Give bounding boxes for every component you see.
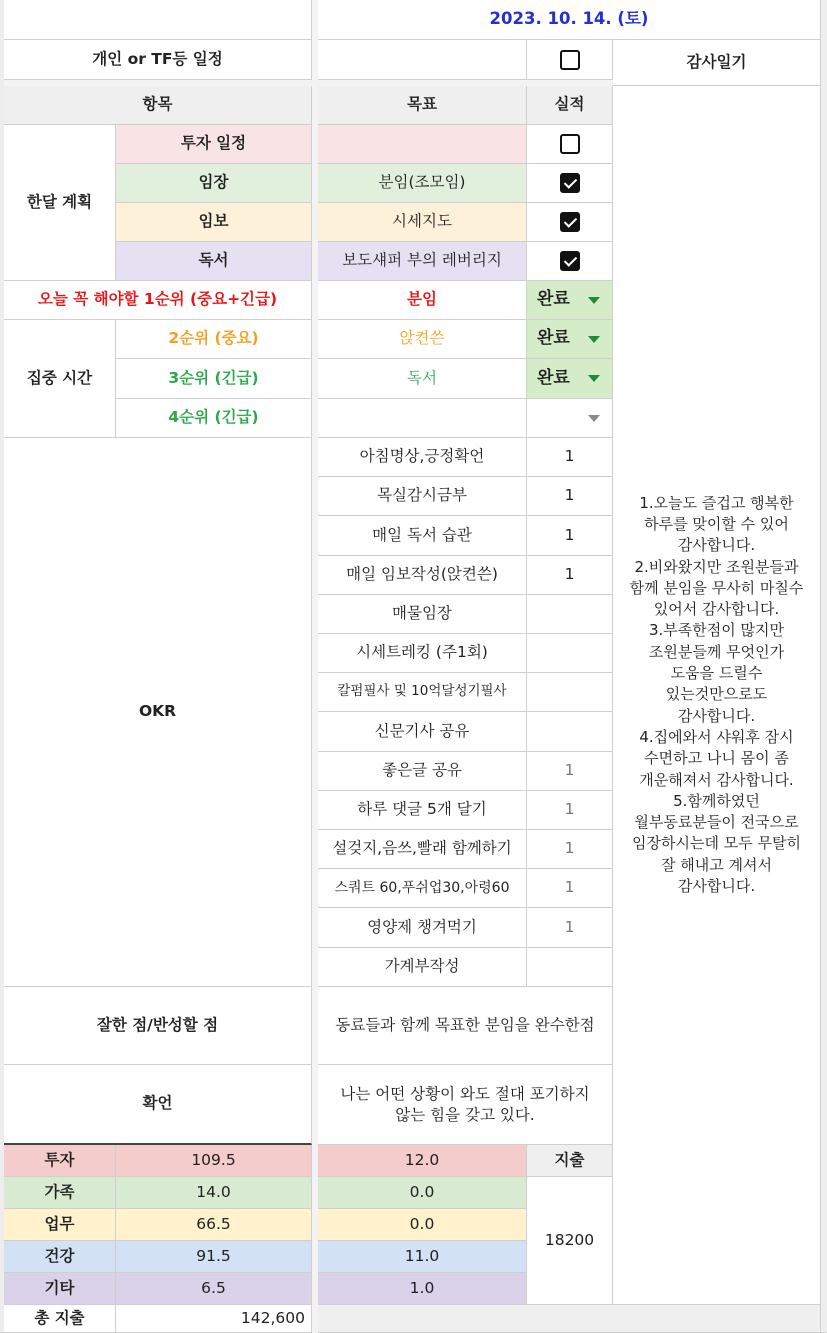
- header-blank: [4, 0, 312, 40]
- okr-value[interactable]: 1: [527, 556, 613, 595]
- monthly-item-check-cell[interactable]: [527, 242, 613, 281]
- summary-today: 11.0: [318, 1241, 527, 1273]
- summary-total: 91.5: [116, 1241, 312, 1273]
- personal-schedule-cell[interactable]: [318, 40, 527, 80]
- okr-goal: 가계부작성: [318, 948, 527, 987]
- col-goal-header: 목표: [318, 86, 527, 125]
- monthly-item-name: 임보: [116, 203, 312, 242]
- okr-value[interactable]: 1: [527, 869, 613, 908]
- focus-status-dropdown[interactable]: [527, 359, 613, 399]
- summary-total: 14.0: [116, 1177, 312, 1209]
- total-expense-label: 총 지출: [4, 1305, 116, 1333]
- status-value: 완료: [537, 367, 570, 388]
- monthly-item-goal[interactable]: 시세지도: [318, 203, 527, 242]
- okr-value[interactable]: 1: [527, 908, 613, 948]
- monthly-item-check-cell[interactable]: [527, 125, 613, 164]
- summary-category: 가족: [4, 1177, 116, 1209]
- summary-category: 건강: [4, 1241, 116, 1273]
- summary-today: 12.0: [318, 1145, 527, 1177]
- okr-value[interactable]: 1: [527, 438, 613, 477]
- focus-time-label: 집중 시간: [4, 320, 116, 438]
- checkbox[interactable]: [560, 50, 580, 70]
- monthly-item-name: 투자 일정: [116, 125, 312, 164]
- okr-value[interactable]: 1: [527, 752, 613, 791]
- okr-value[interactable]: 1: [527, 830, 613, 869]
- focus-item-name: 2순위 (중요): [116, 320, 312, 359]
- priority1-label: 오늘 꼭 해야할 1순위 (중요+긴급): [4, 281, 312, 320]
- summary-today: 0.0: [318, 1209, 527, 1241]
- chevron-down-icon[interactable]: [588, 375, 600, 382]
- okr-value[interactable]: [527, 712, 613, 752]
- focus-item-name: 4순위 (긴급): [116, 399, 312, 438]
- okr-goal: 매물임장: [318, 595, 527, 634]
- personal-schedule-label: 개인 or TF등 일정: [4, 40, 312, 80]
- okr-goal: 칼펌필사 및 10억달성기필사: [318, 673, 527, 712]
- okr-goal: 영양제 챙겨먹기: [318, 908, 527, 948]
- okr-goal: 스쿼트 60,푸쉬업30,아령60: [318, 869, 527, 908]
- expense-value[interactable]: 18200: [527, 1177, 613, 1305]
- summary-total: 109.5: [116, 1145, 312, 1177]
- okr-value[interactable]: 1: [527, 791, 613, 830]
- checkbox-checked[interactable]: [560, 173, 580, 193]
- priority1-status-dropdown[interactable]: [527, 281, 613, 320]
- reflection-label: 잘한 점/반성할 점: [4, 987, 312, 1065]
- okr-value[interactable]: 1: [527, 477, 613, 516]
- summary-category: 기타: [4, 1273, 116, 1305]
- status-value: 완료: [537, 328, 570, 349]
- monthly-item-goal[interactable]: [318, 125, 527, 164]
- okr-value[interactable]: 1: [527, 516, 613, 556]
- okr-goal: 설겆지,음쓰,빨래 함께하기: [318, 830, 527, 869]
- personal-schedule-check-cell[interactable]: [527, 40, 613, 80]
- monthly-plan-label: 한달 계획: [4, 125, 116, 281]
- right-edge: [821, 0, 827, 1333]
- affirmation-text[interactable]: 나는 어떤 상황이 와도 절대 포기하지 않는 힘을 갖고 있다.: [318, 1065, 613, 1145]
- okr-goal: 목실감시금부: [318, 477, 527, 516]
- reflection-text[interactable]: 동료들과 함께 목표한 분임을 완수한점: [318, 987, 613, 1065]
- status-value: 완료: [537, 289, 570, 310]
- okr-value[interactable]: [527, 948, 613, 987]
- chevron-down-icon[interactable]: [588, 297, 600, 304]
- okr-value[interactable]: [527, 634, 613, 673]
- summary-total: 66.5: [116, 1209, 312, 1241]
- priority1-goal[interactable]: 분임: [318, 281, 527, 320]
- summary-today: 0.0: [318, 1177, 527, 1209]
- expense-label: 지출: [527, 1145, 613, 1177]
- okr-goal: 매일 독서 습관: [318, 516, 527, 556]
- footer-blank: [318, 1305, 821, 1333]
- monthly-item-check-cell[interactable]: [527, 164, 613, 203]
- chevron-down-icon[interactable]: [588, 336, 600, 343]
- monthly-item-name: 임장: [116, 164, 312, 203]
- total-expense-value: 142,600: [116, 1305, 312, 1333]
- okr-value[interactable]: [527, 595, 613, 634]
- focus-item-goal[interactable]: 앉켠쓴: [318, 320, 527, 359]
- col-item-header: 항목: [4, 86, 312, 125]
- summary-category: 투자: [4, 1145, 116, 1177]
- okr-goal: 좋은글 공유: [318, 752, 527, 791]
- okr-value[interactable]: [527, 673, 613, 712]
- diary-title: 감사일기: [613, 40, 821, 86]
- chevron-down-icon[interactable]: [588, 415, 600, 422]
- monthly-item-check-cell[interactable]: [527, 203, 613, 242]
- focus-item-goal[interactable]: 독서: [318, 359, 527, 399]
- gratitude-diary-text[interactable]: 1.오늘도 즐겁고 행복한 하루를 맞이할 수 있어 감사합니다. 2.비와왔지만 조원분들과 함께 분임을 무사히 마칠수 있어서 감사합니다. 3.부족한점이 많지만 조원분들께 무엇인가 도움을 드릴수 있는것만으로도 감사합니다. 4.집에와서 샤워후 잠시 수면하고 나니 몸이 좀 개운해져서 감사합니다. 5.함께하였던 월부동료분들이 전국으로 임장하시는데 모두 무탈히 잘 해내고 계셔서 감사합니다.: [613, 86, 821, 1305]
- monthly-item-goal[interactable]: 분임(조모임): [318, 164, 527, 203]
- okr-goal: 신문기사 공유: [318, 712, 527, 752]
- monthly-item-goal[interactable]: 보도섀퍼 부의 레버리지: [318, 242, 527, 281]
- okr-goal: 아침명상,긍정확언: [318, 438, 527, 477]
- monthly-item-name: 독서: [116, 242, 312, 281]
- checkbox-checked[interactable]: [560, 212, 580, 232]
- summary-total: 6.5: [116, 1273, 312, 1305]
- checkbox-checked[interactable]: [560, 251, 580, 271]
- okr-goal: 시세트레킹 (주1회): [318, 634, 527, 673]
- focus-status-dropdown[interactable]: [527, 399, 613, 438]
- date-header[interactable]: 2023. 10. 14. (토): [318, 0, 821, 40]
- focus-item-name: 3순위 (긴급): [116, 359, 312, 399]
- okr-label: OKR: [4, 438, 312, 987]
- focus-status-dropdown[interactable]: [527, 320, 613, 359]
- checkbox[interactable]: [560, 134, 580, 154]
- summary-today: 1.0: [318, 1273, 527, 1305]
- okr-goal: 매일 임보작성(앉켠쓴): [318, 556, 527, 595]
- col-result-header: 실적: [527, 86, 613, 125]
- focus-item-goal[interactable]: [318, 399, 527, 438]
- okr-goal: 하루 댓글 5개 달기: [318, 791, 527, 830]
- affirmation-label: 확언: [4, 1065, 312, 1145]
- summary-category: 업무: [4, 1209, 116, 1241]
